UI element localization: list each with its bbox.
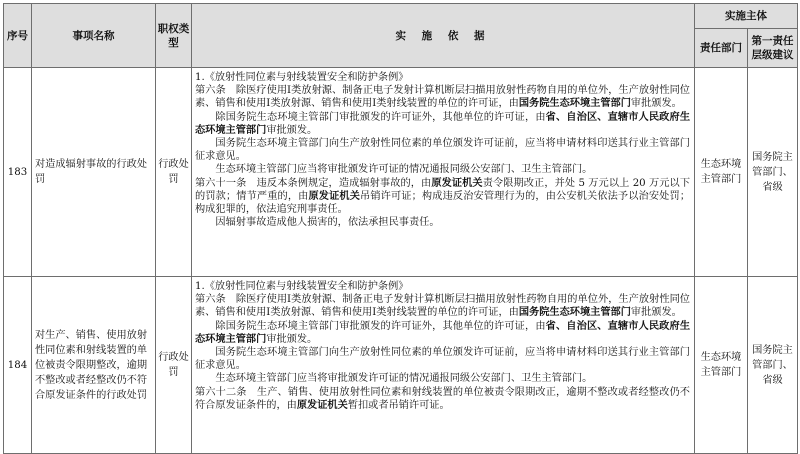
basis-authority: 省、自治区、直辖市人民政府生态环境主管部门 bbox=[195, 320, 691, 345]
basis-text: 第六条 除医疗使用Ⅰ类放射源、制备正电子发射计算机断层扫描用放射性药物自用的单位外，生产放射性同位素、销售和使用Ⅰ类放射源、销售和使用Ⅰ类射线装置的单位的许可证，由 bbox=[195, 85, 690, 110]
basis-text: 第六十一条 违反本条例规定，造成辐射事故的，由 bbox=[195, 177, 432, 189]
basis-text: 吊销许可证；构成违反治安管理行为的，由公安机关依法予以治安处罚；构成犯罪的，依法追究刑事责任。 bbox=[195, 190, 691, 216]
row-no: 183 bbox=[4, 68, 32, 277]
row-no: 184 bbox=[4, 277, 32, 454]
row-suggest: 国务院主管部门、省级 bbox=[748, 277, 798, 454]
basis-text: 审批颁发。 bbox=[266, 124, 318, 136]
basis-text: 责令限期改正，并处 5 万元以上 20 万元以下的罚款；情节严重的，由 bbox=[195, 177, 691, 202]
basis-text: 第六条 除医疗使用Ⅰ类放射源、制备正电子发射计算机断层扫描用放射性药物自用的单位外，生产放射性同位素、销售和使用Ⅰ类放射源、销售和使用Ⅰ类射线装置的单位的许可证，由 bbox=[195, 294, 690, 319]
table-row bbox=[4, 68, 798, 277]
basis-paragraph bbox=[195, 372, 690, 385]
basis-text: 第六十二条 生产、销售、使用放射性同位素和射线装置的单位被责令限期改正，逾期不整改或者经整改仍不符合原发证条件的，由 bbox=[195, 386, 690, 411]
row-power-type: 行政处罚 bbox=[156, 68, 192, 277]
basis-text: 除国务院生态环境主管部门审批颁发的许可证外，其他单位的许可证，由 bbox=[215, 320, 546, 332]
table-row bbox=[4, 277, 798, 454]
basis-text: 1.《放射性同位素与射线装置安全和防护条例》 bbox=[195, 281, 409, 292]
header-power-type: 职权类型 bbox=[156, 4, 192, 68]
header-dept: 责任部门 bbox=[695, 29, 748, 68]
header-item-name: 事项名称 bbox=[32, 4, 156, 68]
header-subject: 实施主体 bbox=[695, 4, 798, 29]
basis-text: 审批颁发。 bbox=[266, 333, 318, 345]
basis-paragraph bbox=[195, 177, 690, 217]
basis-text: 暂扣或者吊销许可证。 bbox=[347, 399, 450, 411]
basis-paragraph bbox=[195, 137, 690, 163]
header-no: 序号 bbox=[4, 4, 32, 68]
basis-authority: 省、自治区、直辖市人民政府生态环境主管部门 bbox=[195, 111, 691, 136]
header-suggest: 第一责任层级建议 bbox=[748, 29, 798, 68]
row-dept: 生态环境主管部门 bbox=[695, 68, 748, 277]
basis-text: 审批颁发。 bbox=[630, 307, 682, 319]
power-list-table bbox=[3, 3, 798, 454]
basis-text: 国务院生态环境主管部门向生产放射性同位素的单位颁发许可证前，应当将申请材料印送其行业主管部门征求意见。 bbox=[195, 347, 690, 372]
basis-paragraph bbox=[195, 111, 690, 137]
row-item-name: 对生产、销售、使用放射性同位素和射线装置的单位被责令限期整改，逾期不整改或者经整改仍不符合原发证条件的行政处罚 bbox=[32, 277, 156, 454]
basis-paragraph bbox=[195, 216, 690, 229]
basis-text: 生态环境主管部门应当将审批颁发许可证的情况通报同级公安部门、卫生主管部门。 bbox=[215, 164, 593, 176]
basis-authority: 国务院生态环境主管部门 bbox=[518, 98, 631, 110]
basis-authority: 原发证机关 bbox=[308, 190, 361, 202]
basis-paragraph bbox=[195, 71, 690, 84]
basis-paragraph bbox=[195, 346, 690, 372]
row-dept: 生态环境主管部门 bbox=[695, 277, 748, 454]
basis-paragraph bbox=[195, 386, 690, 412]
basis-authority: 原发证机关 bbox=[296, 399, 348, 411]
basis-paragraph bbox=[195, 280, 690, 293]
basis-authority: 原发证机关 bbox=[431, 177, 483, 189]
row-item-name: 对造成辐射事故的行政处罚 bbox=[32, 68, 156, 277]
row-suggest: 国务院主管部门、省级 bbox=[748, 68, 798, 277]
header-basis: 实 施 依 据 bbox=[192, 4, 695, 68]
basis-text: 除国务院生态环境主管部门审批颁发的许可证外，其他单位的许可证，由 bbox=[215, 111, 546, 123]
basis-paragraph bbox=[195, 84, 690, 110]
basis-text: 因辐射事故造成他人损害的，依法承担民事责任。 bbox=[215, 217, 440, 229]
basis-paragraph bbox=[195, 320, 690, 346]
basis-paragraph bbox=[195, 293, 690, 319]
basis-text: 国务院生态环境主管部门向生产放射性同位素的单位颁发许可证前，应当将申请材料印送其行业主管部门征求意见。 bbox=[195, 138, 690, 163]
basis-text: 1.《放射性同位素与射线装置安全和防护条例》 bbox=[195, 72, 409, 83]
row-power-type: 行政处罚 bbox=[156, 277, 192, 454]
basis-paragraph bbox=[195, 163, 690, 176]
row-basis bbox=[192, 277, 695, 454]
basis-text: 生态环境主管部门应当将审批颁发许可证的情况通报同级公安部门、卫生主管部门。 bbox=[215, 373, 593, 385]
basis-authority: 国务院生态环境主管部门 bbox=[518, 307, 631, 319]
basis-text: 审批颁发。 bbox=[630, 98, 682, 110]
row-basis bbox=[192, 68, 695, 277]
